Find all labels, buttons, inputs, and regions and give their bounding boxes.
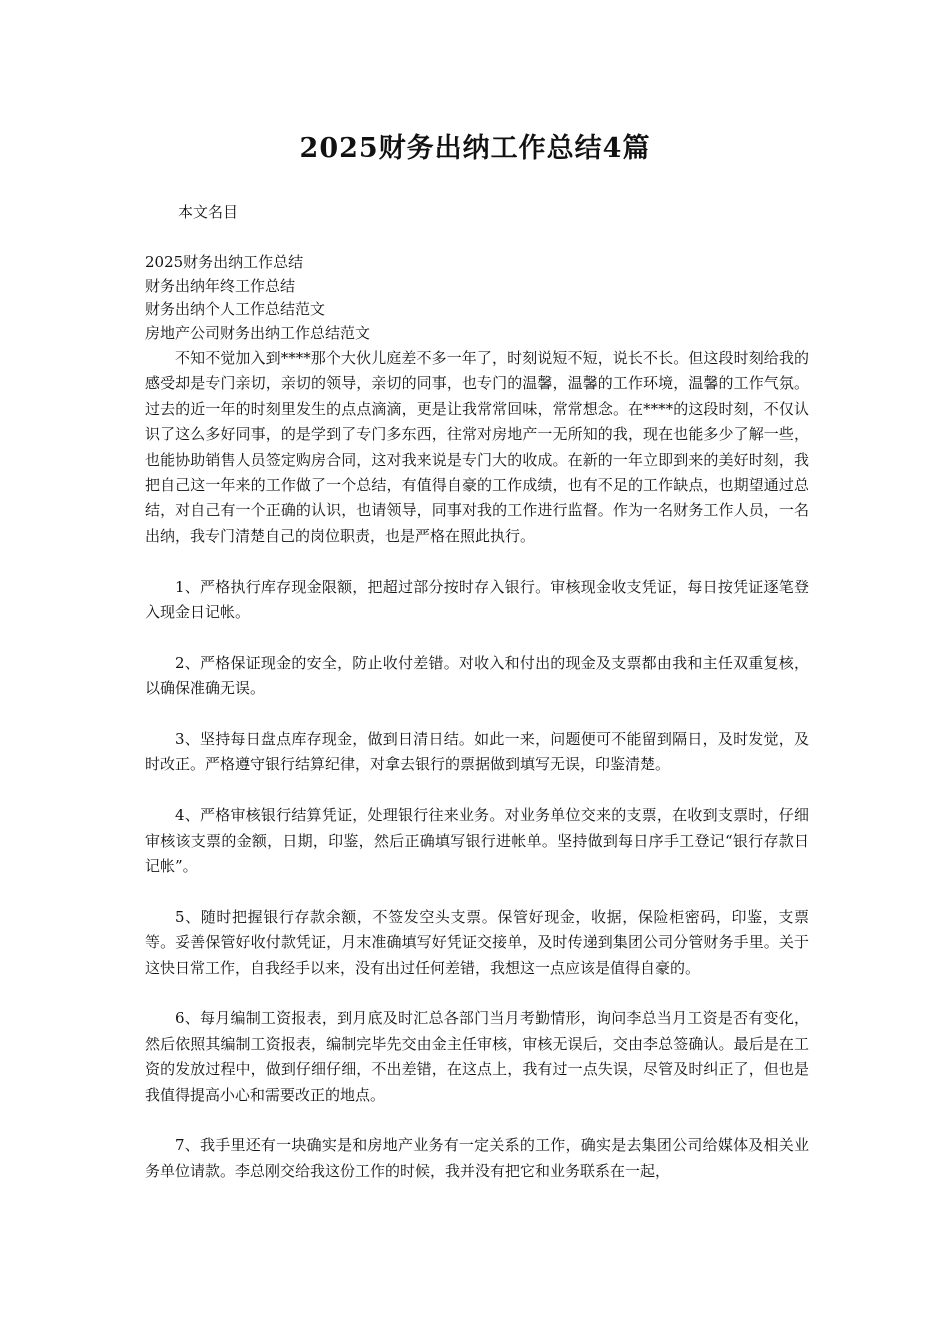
toc-item: 财务出纳年终工作总结 — [145, 276, 296, 295]
intro-paragraph: 不知不觉加入到****那个大伙儿庭差不多一年了，时刻说短不短，说长不长。但这段时刻给我的感受却是专门亲切，亲切的领导，亲切的同事，也专门的温馨，温馨的工作环境，温馨的工作气氛。过去的近一年的时刻里发生的点点滴滴，更是让我常常回味，常常想念。在****的这段时刻，不仅认识了这么多好同事，的是学到了专门多东西，往常对房地产一无所知的我，现在也能多少了解一些，也能协助销售人员签定购房合同，这对我来说是专门大的收成。在新的一年立即到来的美好时刻，我把自己这一年来的工作做了一个总结，有值得自豪的工作成绩，也有不足的工作缺点，也期望通过总结，对自己有一个正确的认识，也请领导，同事对我的工作进行监督。作为一名财务工作人员，一名出纳，我专门清楚自己的岗位职责，也是严格在照此执行。 — [145, 349, 809, 545]
duty-item-6: 6、每月编制工资报表，到月底及时汇总各部门当月考勤情形，询问李总当月工资是否有变化，然后依照其编制工资报表，编制完毕先交由金主任审核，审核无误后，交由李总签确认。最后是在工资的发放过程中，做到仔细仔细，不出差错，在这点上，我有过一点失误，尽管及时纠正了，但也是我值得提高小心和需要改正的地点。 — [145, 1009, 809, 1104]
duty-item-4: 4、严格审核银行结算凭证，处理银行往来业务。对业务单位交来的支票，在收到支票时，仔细审核该支票的金额，日期，印鉴，然后正确填写银行进帐单。坚持做到每日序手工登记“银行存款日记帐”。 — [145, 806, 809, 876]
toc-item: 2025财务出纳工作总结 — [145, 253, 304, 271]
duty-item-5: 5、随时把握银行存款余额，不签发空头支票。保管好现金，收据，保险柜密码，印鉴，支票等。妥善保管好收付款凭证，月末准确填写好凭证交接单，及时传递到集团公司分管财务手里。关于这快日常工作，自我经手以来，没有出过任何差错，我想这一点应该是值得自豪的。 — [145, 907, 809, 977]
duty-item-3: 3、坚持每日盘点库存现金，做到日清日结。如此一来，问题便可不能留到隔日，及时发觉，及时改正。严格遵守银行结算纪律，对拿去银行的票据做到填写无误，印鉴清楚。 — [145, 730, 809, 774]
document-body — [145, 346, 809, 1210]
table-of-contents — [145, 251, 370, 345]
duty-item-7: 7、我手里还有一块确实是和房地产业务有一定关系的工作，确实是去集团公司给媒体及相关业务单位请款。李总刚交给我这份工作的时候，我并没有把它和业务联系在一起， — [145, 1136, 809, 1180]
document-title: 2025财务出纳工作总结4篇 — [299, 133, 651, 164]
toc-heading: 本文名目 — [178, 203, 239, 221]
duty-item-1: 1、严格执行库存现金限额，把超过部分按时存入银行。审核现金收支凭证，每日按凭证逐笔登入现金日记帐。 — [145, 577, 809, 622]
duty-item-2: 2、严格保证现金的安全，防止收付差错。对收入和付出的现金及支票都由我和主任双重复核，以确保准确无误。 — [145, 653, 809, 698]
toc-item: 房地产公司财务出纳工作总结范文 — [145, 323, 371, 342]
toc-item: 财务出纳个人工作总结范文 — [145, 300, 326, 319]
